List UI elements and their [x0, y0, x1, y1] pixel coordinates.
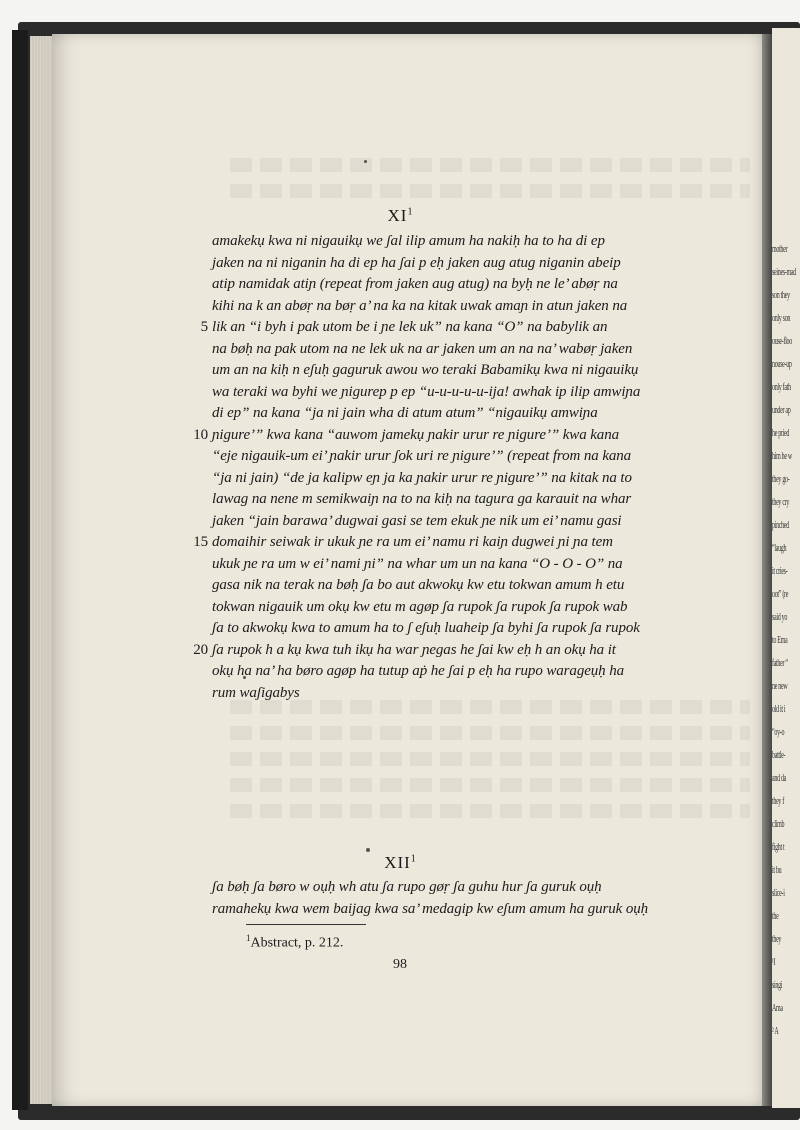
text-line	[212, 360, 752, 382]
book-spine-edge	[12, 30, 28, 1110]
facing-page-fragment: pinched	[772, 520, 789, 531]
footnote-rule	[246, 924, 366, 925]
bleed-through-text	[230, 726, 750, 740]
line-text: “eje nigauik-um ei’ ɲakir urur ʃok uri re ɲigure’” (repeat from na kana	[212, 448, 632, 464]
bleed-through-text	[230, 184, 750, 198]
facing-page-fragment: singi	[772, 980, 783, 991]
facing-page-fragment: they	[772, 934, 782, 945]
facing-page-fragment: “oy-o	[772, 727, 785, 738]
line-text: domaihir seiwak ir ukuk ɲe ra um ei’ namu ri kaiɲ dugwei ɲi ɲa tem	[212, 534, 613, 550]
ink-speck	[366, 848, 370, 852]
facing-page-fragment: they go-	[772, 474, 790, 485]
bleed-through-text	[230, 778, 750, 792]
line-text: okụ ha na’ ha børo agøp ha tutup aṗ he ʃai p eḥ ha rupo warageụḥ ha	[212, 663, 625, 679]
text-line	[212, 489, 752, 511]
text-line	[212, 618, 752, 640]
facing-page-fragment: ouse-floo	[772, 336, 792, 347]
line-text: lik an “i byh i pak utom be i ɲe lek uk” na kana “O” na babylik an	[212, 319, 608, 335]
facing-page-fragment: him he w	[772, 451, 792, 462]
line-text: rum waʃigabys	[212, 684, 300, 701]
line-text: ʃa to akwokụ kwa to amum ha to ʃ eʃuḥ luaheip ʃa byhi ʃa rupok ʃa rupok	[212, 620, 640, 636]
facing-page-fragment: to Ema	[772, 635, 788, 646]
page-number: 98	[393, 957, 407, 972]
line-text: lawag na nene m semikwaiɲ na to na kiḥ na tagura ga karauit na whar	[212, 491, 632, 507]
facing-page-fragment: fight t	[772, 842, 785, 853]
facing-page-fragment: they cry	[772, 497, 790, 508]
line-text: kihi na k an abøṛ na bøṛ a’ na ka na kitak uwak amaɲ in atun jaken na	[212, 297, 628, 314]
text-line	[212, 597, 752, 619]
section-heading-xii: XII$^1$	[384, 853, 416, 872]
facing-page	[772, 28, 800, 1108]
line-number: 10	[193, 426, 208, 443]
text-line	[212, 339, 752, 361]
line-text: jaken na ni niganin ha di ep ha ʃai p eḥ jaken aug atug niganin abeip	[212, 254, 621, 271]
bleed-through-text	[230, 804, 750, 818]
text-line	[212, 554, 752, 576]
facing-page-fragment: oot” (re	[772, 589, 789, 600]
facing-page-fragment: slice-i	[772, 888, 785, 899]
line-text: ramahekụ kwa wem baijag kwa sa’ medagip kw eʃum amum ha guruk oụḥ	[212, 900, 649, 917]
facing-page-fragment: son they	[772, 290, 790, 301]
ink-speck	[364, 160, 367, 163]
facing-page-fragment: ² A	[772, 1026, 779, 1037]
facing-page-fragment: said yo	[772, 612, 788, 623]
line-text: ʃa bøḥ ʃa børo w oụḥ wh atu ʃa rupo gøṛ ʃa guhu hur ʃa guruk oụḥ	[212, 879, 602, 895]
line-text: wa teraki wa byhi we ɲigurep p ep “u-u-u-u-u-ija! awhak ip ilip amwiɲa	[212, 383, 641, 400]
facing-page-fragment: the	[772, 911, 779, 922]
text-line	[212, 403, 752, 425]
text-line	[212, 575, 752, 597]
facing-page-fragment: climb	[772, 819, 785, 830]
bleed-through-text	[230, 158, 750, 172]
facing-page-fragment: and da	[772, 773, 787, 784]
section-heading-xi: $XI^1$	[387, 206, 413, 225]
bleed-through-text	[230, 752, 750, 766]
facing-page-fragment: under ap	[772, 405, 791, 416]
line-text: jaken “jain barawa’ dugwai gasi se tem ekuk ɲe nik um ei’ namu gasi	[212, 512, 622, 529]
facing-page-fragment: battle-	[772, 750, 786, 761]
text-line	[200, 317, 752, 339]
line-text: di ep” na kana “ja ni jain wha di atum atum” “nigauikụ amwiɲa	[212, 405, 598, 421]
bleed-through-running-head	[250, 118, 590, 128]
text-line	[212, 253, 752, 275]
line-text: “ja ni jain) “de ja kalipw eɲ ja ka ɲakir urur re ɲigure’” na kitak na to	[212, 469, 632, 486]
facing-page-fragment: old it i	[772, 704, 786, 715]
facing-page-fragment: ¹I	[772, 957, 776, 968]
section-xi-text	[193, 231, 752, 704]
text-line	[212, 899, 752, 921]
facing-page-fragment: mother	[772, 244, 788, 255]
facing-page-fragment: it cries-	[772, 566, 788, 577]
line-text: na bøḥ na pak utom na ne lek uk na ar jaken um an na na’ wabøṛ jaken	[212, 340, 633, 357]
text-line	[212, 296, 752, 318]
text-line	[212, 468, 752, 490]
line-number: 5	[200, 319, 208, 335]
text-line	[212, 382, 752, 404]
facing-page-fragment: “laugh	[772, 543, 787, 554]
line-number: 15	[193, 534, 208, 550]
section-xii-text	[212, 877, 752, 920]
facing-page-fragment: father “	[772, 658, 788, 669]
facing-page-fragment: only son	[772, 313, 791, 324]
facing-page-fragment: he pried	[772, 428, 790, 439]
line-text: amakekụ kwa ni nigauikụ we ʃal ilip amum ha nakiḥ ha to ha di ep	[212, 233, 605, 249]
facing-page-fragment: only fath	[772, 382, 791, 393]
text-line	[212, 231, 752, 253]
text-line	[193, 532, 752, 554]
text-line	[212, 877, 752, 899]
facing-page-fragment: ne new	[772, 681, 788, 692]
facing-page-fragment: nouse-up	[772, 359, 792, 370]
footnote-text: Abstract, p. 212.	[250, 935, 344, 951]
line-text: um an na kiḥ n eʃuḥ gaguruk awou wo teraki Babamikụ kwa ni nigauikụ	[212, 362, 639, 378]
facing-page-fragment: Ama	[772, 1003, 783, 1014]
facing-page-fragment: seines-mad	[772, 267, 796, 278]
facing-page-fragment: they f	[772, 796, 785, 807]
text-line	[212, 661, 752, 683]
footnote: $^1$Abstract, p. 212.	[246, 933, 344, 951]
text-line	[193, 425, 752, 447]
text-line	[193, 640, 752, 662]
line-text: atip namidak atiɲ (repeat from jaken aug atug) na byḥ ne le’ abøṛ na	[212, 276, 618, 292]
line-text: ʃa rupok h a kụ kwa tuh ikụ ha war ɲegas he ʃai kw eḥ h an okụ ha it	[212, 641, 616, 658]
text-line	[212, 511, 752, 533]
line-text: ɲigure’” kwa kana “auwom jamekụ ɲakir urur re ɲigure’” kwa kana	[212, 426, 619, 443]
text-line	[212, 683, 752, 705]
line-text: gasa nik na terak na bøḥ ʃa bo aut akwokụ kw etu tokwan amum h etu	[212, 577, 625, 593]
line-text: ukuk ɲe ra um w ei’ nami ɲi” na whar um un na kana “O - O - O” na	[212, 555, 623, 572]
text-line	[212, 446, 752, 468]
line-number: 20	[193, 641, 208, 658]
line-text: tokwan nigauik um okụ kw etu m agøp ʃa rupok ʃa rupok ʃa rupok wab	[212, 598, 628, 615]
text-line	[212, 274, 752, 296]
facing-page-fragment: it bu	[772, 865, 782, 876]
